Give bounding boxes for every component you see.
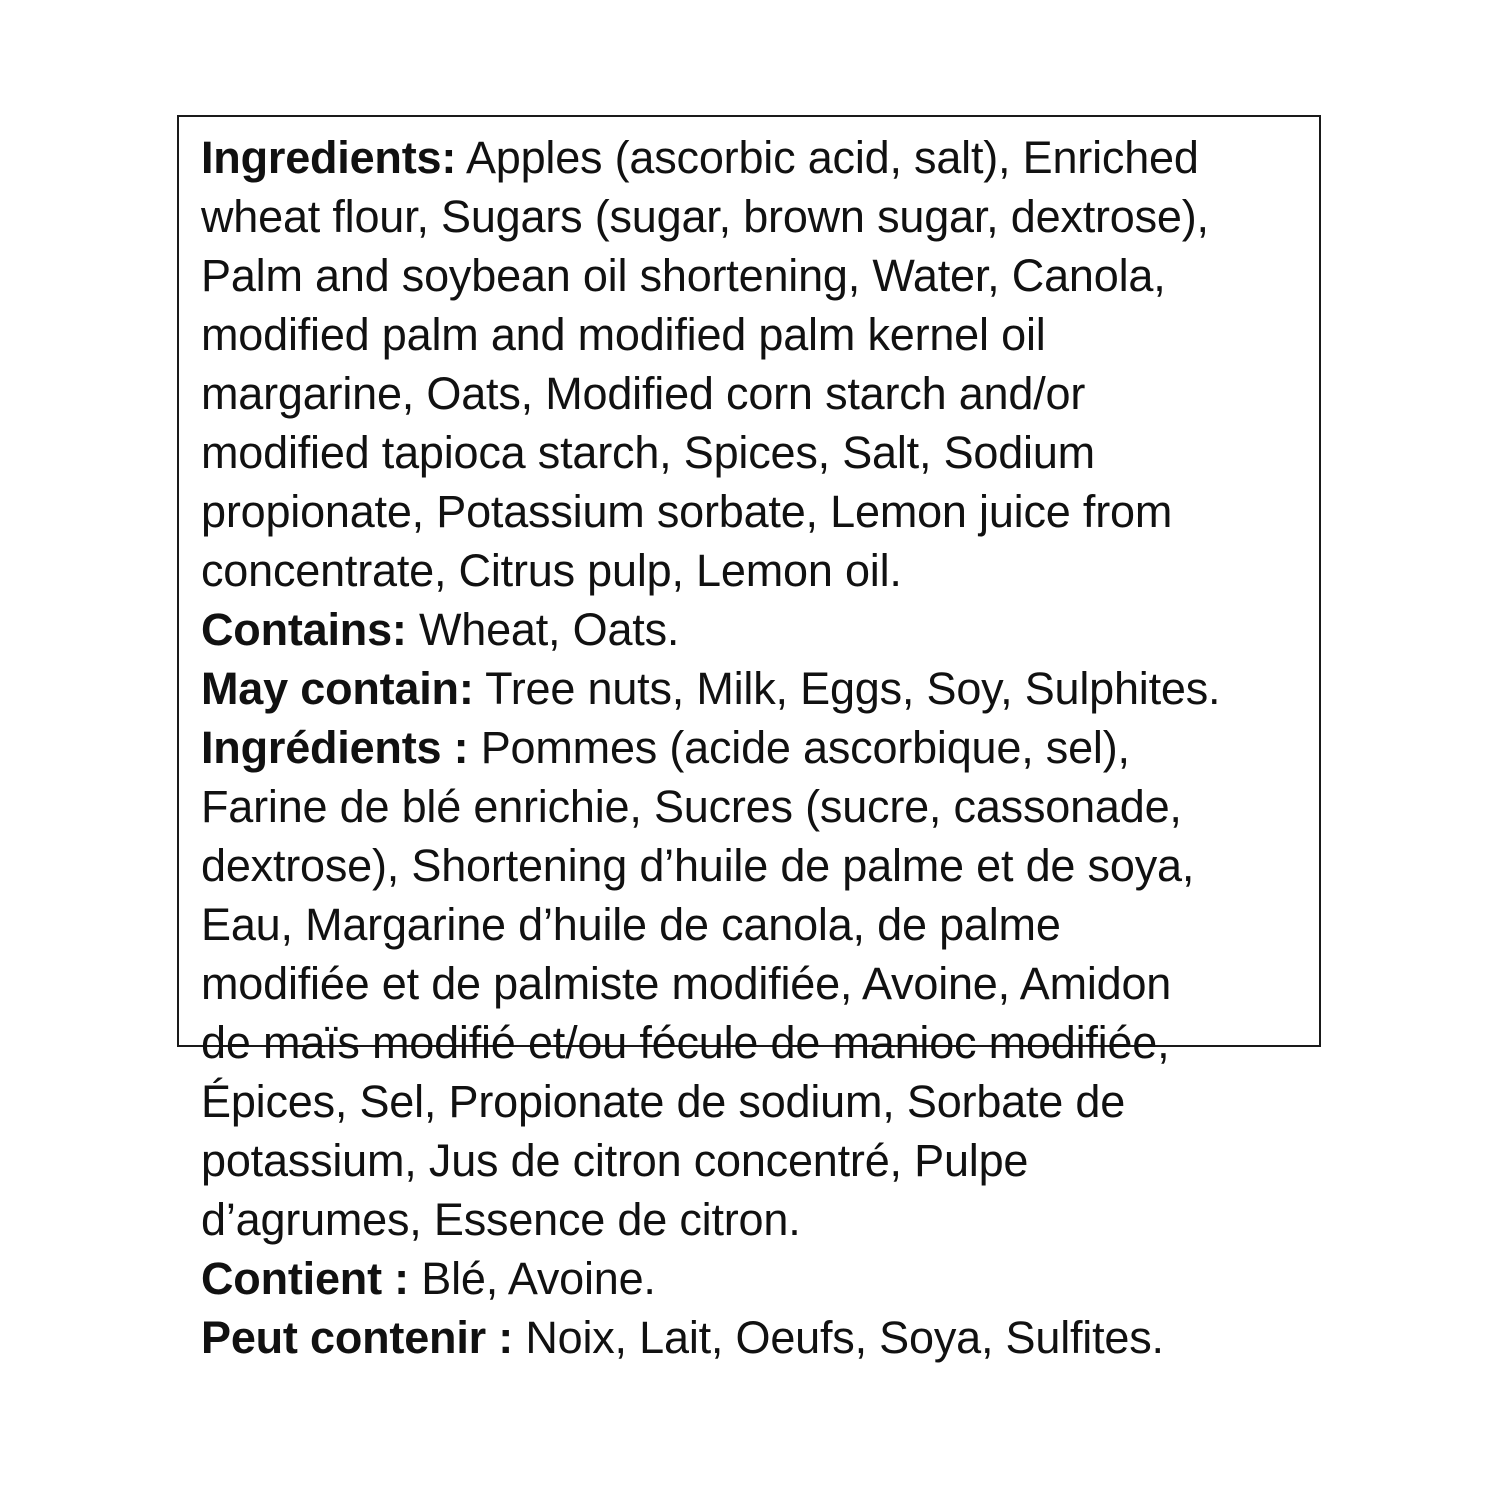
ingredients-label-box (177, 115, 1321, 1363)
fr-may-contain-heading: Peut contenir : (201, 1312, 514, 1363)
fr-ingredients-line: Farine de blé enrichie, Sucres (sucre, cassonade, (201, 781, 1182, 832)
ingredients-text-block (201, 128, 1309, 1367)
en-may-contain-line (201, 659, 1309, 718)
en-ingredients-line: modified palm and modified palm kernel oil (201, 309, 1046, 360)
fr-ingredients-line: Eau, Margarine d’huile de canola, de palme (201, 899, 1061, 950)
en-ingredients-text: Apples (ascorbic acid, salt), Enriched (456, 132, 1199, 183)
en-ingredients-line: margarine, Oats, Modified corn starch and/or (201, 368, 1086, 419)
en-may-contain-text: Tree nuts, Milk, Eggs, Soy, Sulphites. (473, 663, 1221, 714)
en-contains-line (201, 600, 1309, 659)
fr-ingredients-line (201, 718, 1309, 777)
fr-ingredients-line: modifiée et de palmiste modifiée, Avoine, Amidon (201, 958, 1172, 1009)
fr-ingredients-heading: Ingrédients : (201, 722, 469, 773)
fr-may-contain-text: Noix, Lait, Oeufs, Soya, Sulfites. (513, 1312, 1164, 1363)
en-ingredients-line: wheat flour, Sugars (sugar, brown sugar, dextrose), (201, 191, 1209, 242)
fr-contains-text: Blé, Avoine. (408, 1253, 656, 1304)
en-ingredients-line (201, 128, 1309, 187)
en-ingredients-line: Palm and soybean oil shortening, Water, Canola, (201, 250, 1166, 301)
en-ingredients-line: propionate, Potassium sorbate, Lemon juice from (201, 486, 1173, 537)
en-ingredients-line: modified tapioca starch, Spices, Salt, Sodium (201, 427, 1095, 478)
fr-ingredients-line: Épices, Sel, Propionate de sodium, Sorbate de (201, 1076, 1126, 1127)
en-contains-heading: Contains: (201, 604, 407, 655)
en-ingredients-heading: Ingredients: (201, 132, 457, 183)
fr-ingredients-line: potassium, Jus de citron concentré, Pulpe (201, 1135, 1029, 1186)
fr-may-contain-line (201, 1308, 1309, 1367)
en-may-contain-heading: May contain: (201, 663, 474, 714)
fr-ingredients-text: Pommes (acide ascorbique, sel), (468, 722, 1130, 773)
en-ingredients-line: concentrate, Citrus pulp, Lemon oil. (201, 545, 902, 596)
fr-ingredients-line: de maïs modifié et/ou fécule de manioc modifiée, (201, 1017, 1170, 1068)
fr-ingredients-line: dextrose), Shortening d’huile de palme et de soya, (201, 840, 1195, 891)
en-contains-text: Wheat, Oats. (406, 604, 680, 655)
fr-ingredients-line: d’agrumes, Essence de citron. (201, 1194, 801, 1245)
fr-contains-line (201, 1249, 1309, 1308)
fr-contains-heading: Contient : (201, 1253, 409, 1304)
